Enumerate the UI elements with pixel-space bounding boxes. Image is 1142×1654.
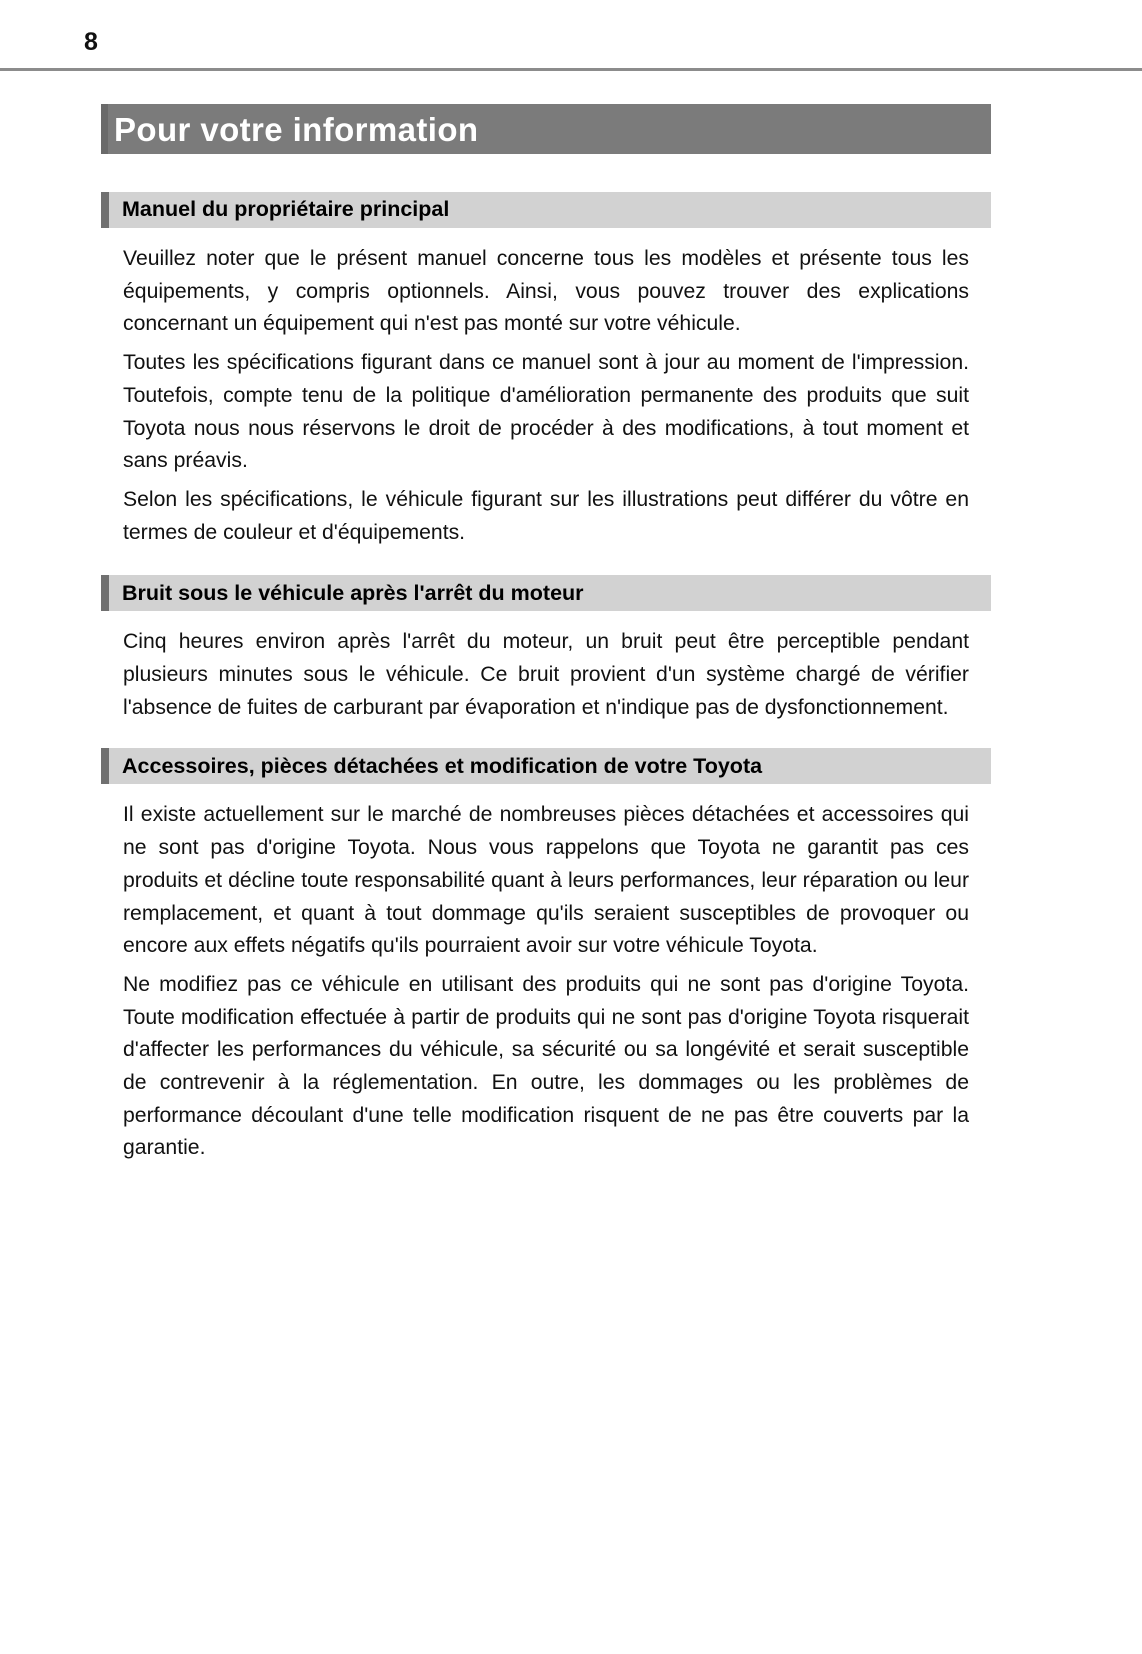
section-body — [101, 243, 969, 549]
section-header-accent-bar — [101, 575, 109, 611]
page-header — [0, 0, 1142, 72]
paragraph: Toutes les spécifications figurant dans ce manuel sont à jour au moment de l'impression. Toutefois, compte tenu de la politique d'amélioration permanente des produits que suit Toyota nous nous réservons le droit de procéder à des modifications, à tout moment et sans préavis. — [123, 351, 969, 473]
chapter-banner — [101, 104, 991, 154]
page-number: 8 — [84, 28, 98, 56]
paragraph: Selon les spécifications, le véhicule figurant sur les illustrations peut différer du vôtre en termes de couleur et d'équipements. — [123, 487, 969, 544]
section-heading: Manuel du propriétaire principal — [122, 197, 450, 222]
paragraph: Veuillez noter que le présent manuel concerne tous les modèles et présente tous les équipements, y compris optionnels. Ainsi, vous pouvez trouver des explications concernant un équipement qui n'est pas monté sur votre véhicule. — [123, 247, 969, 336]
section-header — [101, 748, 991, 784]
section-body — [101, 799, 969, 1165]
section-manuel-du-proprietaire-principal — [101, 192, 991, 549]
section-heading: Bruit sous le véhicule après l'arrêt du moteur — [122, 580, 584, 605]
paragraph: Il existe actuellement sur le marché de nombreuses pièces détachées et accessoires qui ne sont pas d'origine Toyota. Nous vous rappelons que Toyota ne garantit pas ces produits et décline toute responsabilité quant à leurs performances, leur réparation ou leur remplacement, et quant à tout dommage qu'ils seraient susceptibles de provoquer ou encore aux effets négatifs qu'ils pourraient avoir sur votre véhicule Toyota. — [123, 803, 969, 958]
section-header — [101, 575, 991, 611]
section-heading: Accessoires, pièces détachées et modification de votre Toyota — [122, 753, 763, 778]
section-body — [101, 626, 969, 724]
page-content — [101, 104, 991, 1191]
section-bruit-sous-le-vehicule — [101, 575, 991, 724]
paragraph: Ne modifiez pas ce véhicule en utilisant des produits qui ne sont pas d'origine Toyota. Toute modification effectuée à partir de produits qui ne sont pas d'origine Toyota risquerait d'affecter les performances du véhicule, sa sécurité ou sa longévité et serait susceptible de contrevenir à la réglementation. En outre, les dommages ou les problèmes de performance découlant d'une telle modification risquent de ne pas être couverts par la garantie. — [123, 972, 969, 1160]
section-header-accent-bar — [101, 748, 109, 784]
section-accessoires-pieces-detachees — [101, 748, 991, 1165]
chapter-banner-accent-bar — [101, 104, 108, 154]
section-header-accent-bar — [101, 192, 109, 228]
header-divider-rule — [0, 68, 1142, 71]
chapter-title: Pour votre information — [114, 110, 479, 148]
paragraph: Cinq heures environ après l'arrêt du moteur, un bruit peut être perceptible pendant plusieurs minutes sous le véhicule. Ce bruit provient d'un système chargé de vérifier l'absence de fuites de carburant par évaporation et n'indique pas de dysfonctionnement. — [123, 630, 969, 719]
section-header — [101, 192, 991, 228]
